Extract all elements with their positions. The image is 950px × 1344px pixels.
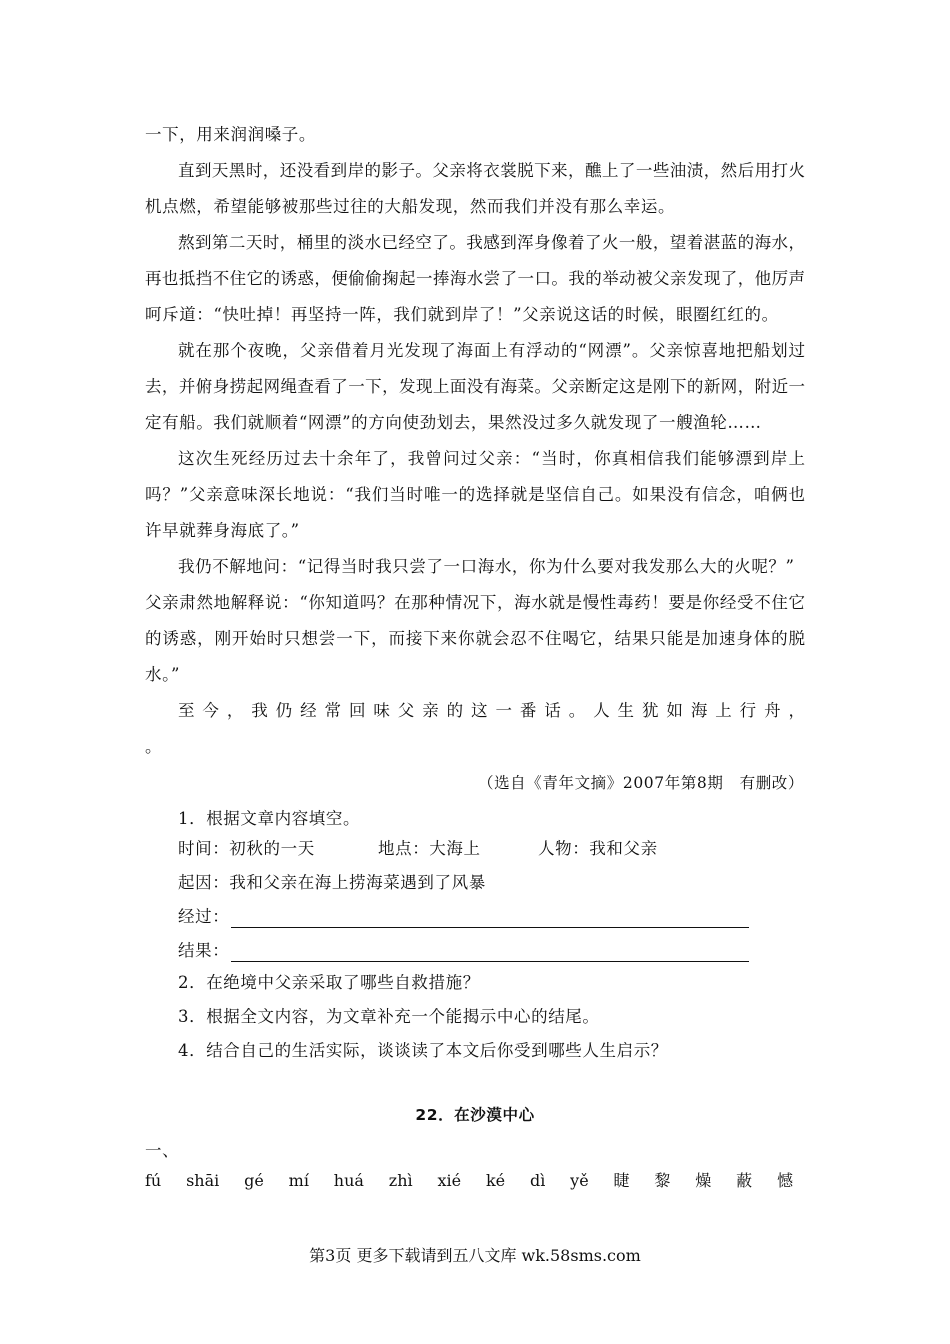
page-footer: 第3页 更多下载请到五八文库 wk.58sms.com: [309, 1246, 641, 1265]
story-line: 。: [145, 737, 163, 756]
source-citation: （选自《青年文摘》2007年第8期 有删改）: [477, 774, 804, 792]
pinyin-item: huá: [333, 1171, 364, 1190]
pinyin-item: gé: [244, 1171, 264, 1190]
story-line: 就在那个夜晚，父亲借着月光发现了海面上有浮动的“网漂”。父亲惊喜地把船划过: [178, 341, 805, 360]
pinyin-item: xié: [437, 1171, 462, 1190]
question-2: 2．在绝境中父亲采取了哪些自救措施？: [178, 973, 480, 992]
result-answer-blank[interactable]: [231, 941, 749, 962]
section-part-number: 一、: [145, 1141, 180, 1160]
story-line: 至今，我仍经常回味父亲的这一番话。人生犹如海上行舟，: [178, 701, 805, 720]
story-line: 许早就葬身海底了。”: [145, 521, 300, 540]
story-line: 父亲肃然地解释说：“你知道吗？在那种情况下，海水就是慢性毒药！要是你经受不住它: [145, 593, 805, 612]
result-label: 结果：: [178, 941, 230, 960]
pinyin-item: dì: [529, 1171, 546, 1190]
pinyin-item: yě: [570, 1171, 589, 1190]
story-line: 再也抵挡不住它的诱惑，便偷偷掬起一捧海水尝了一口。我的举动被父亲发现了，他厉声: [145, 269, 805, 288]
story-line: 的诱惑，刚开始时只想尝一下，而接下来你就会忍不住喝它，结果只能是加速身体的脱: [145, 629, 805, 648]
story-line: 一下，用来润润嗓子。: [145, 125, 316, 144]
question-1-cause: 起因：我和父亲在海上捞海菜遇到了风暴: [178, 873, 486, 892]
story-line: 呵斥道：“快吐掉！再坚持一阵，我们就到岸了！”父亲说这话的时候，眼圈红红的。: [145, 305, 779, 324]
story-line: 我仍不解地问：“记得当时我只尝了一口海水，你为什么要对我发那么大的火呢？”: [178, 557, 795, 576]
story-line: 直到天黑时，还没看到岸的影子。父亲将衣裳脱下来，醮上了一些油渍，然后用打火: [178, 161, 805, 180]
pinyin-item: zhì: [388, 1171, 413, 1190]
pinyin-item: fú: [145, 1171, 162, 1190]
character-item: 蔽: [736, 1171, 753, 1190]
character-item: 燥: [695, 1171, 712, 1190]
question-1-time: 时间：初秋的一天: [178, 839, 315, 858]
pinyin-item: ké: [485, 1171, 506, 1190]
story-line: 水。”: [145, 665, 180, 684]
pinyin-item: mí: [288, 1171, 309, 1190]
story-line: 熬到第二天时，桶里的淡水已经空了。我感到浑身像着了火一般，望着湛蓝的海水，: [178, 233, 805, 252]
question-1-place: 地点：大海上: [378, 839, 481, 858]
character-item: 睫: [613, 1171, 630, 1190]
question-4: 4．结合自己的生活实际，谈谈读了本文后你受到哪些人生启示？: [178, 1041, 668, 1060]
character-item: 憾: [776, 1171, 793, 1190]
character-item: 黎: [654, 1171, 671, 1190]
process-answer-blank[interactable]: [231, 907, 749, 928]
process-label: 经过：: [178, 907, 230, 926]
pinyin-row: [145, 1170, 793, 1192]
story-line: 这次生死经历过去十余年了，我曾问过父亲：“当时，你真相信我们能够漂到岸上: [178, 449, 805, 468]
section-title: 22．在沙漠中心: [415, 1106, 535, 1124]
question-3: 3．根据全文内容，为文章补充一个能揭示中心的结尾。: [178, 1007, 600, 1026]
question-1-result: [178, 940, 749, 962]
story-line: 机点燃，希望能够被那些过往的大船发现，然而我们并没有那么幸运。: [145, 197, 676, 216]
question-1: 1．根据文章内容填空。: [178, 809, 361, 828]
pinyin-item: shāi: [186, 1171, 220, 1190]
story-line: 吗？”父亲意味深长地说：“我们当时唯一的选择就是坚信自己。如果没有信念，咱俩也: [145, 485, 805, 504]
question-1-people: 人物：我和父亲: [538, 839, 658, 858]
story-line: 去，并俯身捞起网绳查看了一下，发现上面没有海菜。父亲断定这是刚下的新网，附近一: [145, 377, 805, 396]
story-line: 定有船。我们就顺着“网漂”的方向使劲划去，果然没过多久就发现了一艘渔轮……: [145, 413, 762, 432]
question-1-process: [178, 906, 749, 928]
